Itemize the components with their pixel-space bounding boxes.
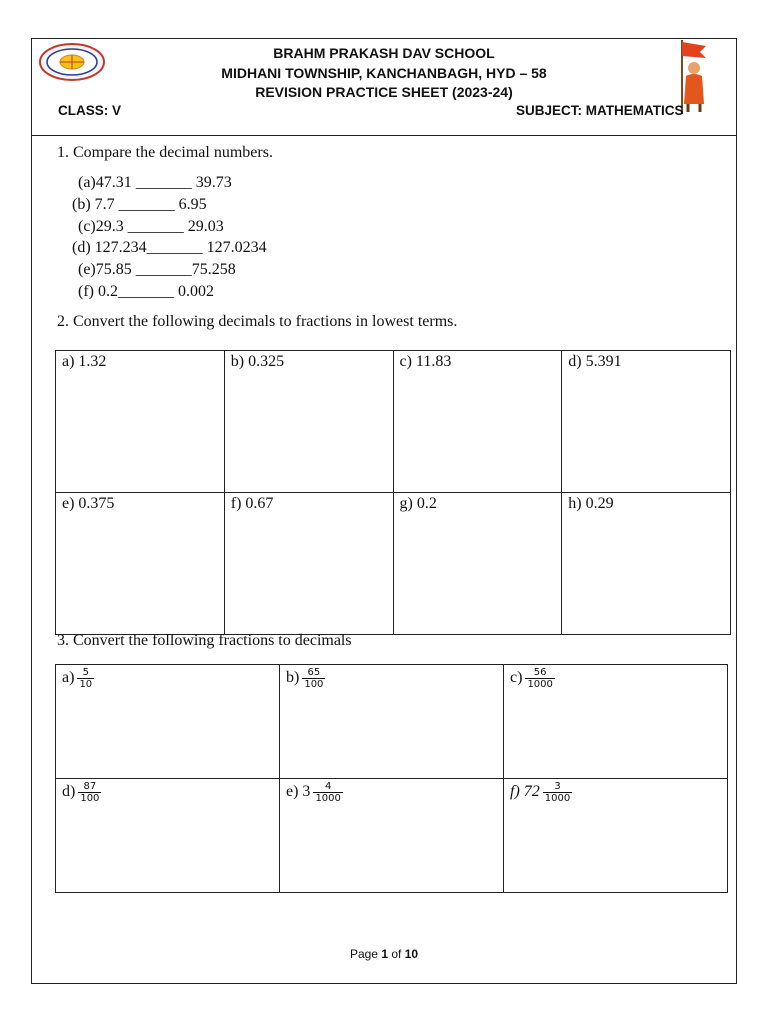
fraction-label: a) (62, 669, 75, 687)
numerator: 5 (82, 667, 89, 678)
fraction (543, 781, 572, 804)
fraction (77, 667, 94, 690)
table-cell: c) 11.83 (393, 351, 562, 493)
table-cell (280, 779, 504, 893)
compare-item: (d) 127.234_______ 127.0234 (72, 239, 267, 256)
table-cell (280, 665, 504, 779)
table-cell: b) 0.325 (224, 351, 393, 493)
table-cell: e) 0.375 (56, 493, 225, 635)
compare-item: (e)75.85 _______75.258 (78, 261, 236, 278)
numerator: 65 (307, 667, 321, 678)
table-cell: g) 0.2 (393, 493, 562, 635)
denominator: 1000 (315, 793, 341, 804)
compare-item: (c)29.3 _______ 29.03 (78, 218, 224, 235)
header-divider (31, 135, 737, 136)
denominator: 100 (80, 793, 100, 804)
school-name: BRAHM PRAKASH DAV SCHOOL (273, 45, 495, 61)
denominator: 1000 (544, 793, 571, 804)
table-cell: a) 1.32 (56, 351, 225, 493)
page-number: 1 (381, 947, 388, 961)
fraction-label: f) 72 (510, 783, 540, 801)
subject-label: SUBJECT: MATHEMATICS (516, 103, 684, 118)
table-cell: d) 5.391 (562, 351, 731, 493)
numerator: 56 (533, 667, 547, 678)
table-row (56, 665, 728, 779)
compare-item: (b) 7.7 _______ 6.95 (72, 196, 207, 213)
compare-item: (f) 0.2_______ 0.002 (78, 283, 214, 300)
table-cell (56, 665, 280, 779)
denominator: 1000 (527, 679, 553, 690)
question-2-title: 2. Convert the following decimals to fractions in lowest terms. (57, 313, 458, 330)
fraction-label: e) 3 (286, 783, 311, 801)
fraction-label: c) (510, 669, 523, 687)
table-cell (504, 665, 728, 779)
page-prefix: Page (349, 947, 378, 961)
page-of: of (391, 947, 402, 961)
table-cell: f) 0.67 (224, 493, 393, 635)
denominator: 10 (79, 679, 93, 690)
compare-item: (a)47.31 _______ 39.73 (78, 174, 232, 191)
fraction-label: d) (62, 783, 76, 801)
fraction (302, 667, 325, 690)
fraction (313, 781, 342, 804)
fraction (78, 781, 101, 804)
table-row (56, 779, 728, 893)
table-row (56, 493, 731, 635)
decimal-to-fraction-table (55, 350, 731, 635)
fraction-label: b) (286, 669, 300, 687)
table-cell: h) 0.29 (562, 493, 731, 635)
fraction (525, 667, 554, 690)
table-cell (56, 779, 280, 893)
question-3-title: 3. Convert the following fractions to decimals (57, 632, 352, 649)
page-total: 10 (404, 947, 419, 961)
fraction-to-decimal-table (55, 664, 728, 893)
question-1-title: 1. Compare the decimal numbers. (57, 144, 273, 161)
sheet-title: REVISION PRACTICE SHEET (2023-24) (255, 84, 513, 100)
page-footer (0, 947, 768, 961)
denominator: 100 (304, 679, 324, 690)
school-address: MIDHANI TOWNSHIP, KANCHANBAGH, HYD – 58 (221, 65, 547, 81)
numerator: 4 (324, 781, 332, 792)
numerator: 3 (554, 781, 561, 792)
table-cell (504, 779, 728, 893)
table-row (56, 351, 731, 493)
class-label: CLASS: V (58, 103, 122, 118)
numerator: 87 (83, 781, 97, 792)
